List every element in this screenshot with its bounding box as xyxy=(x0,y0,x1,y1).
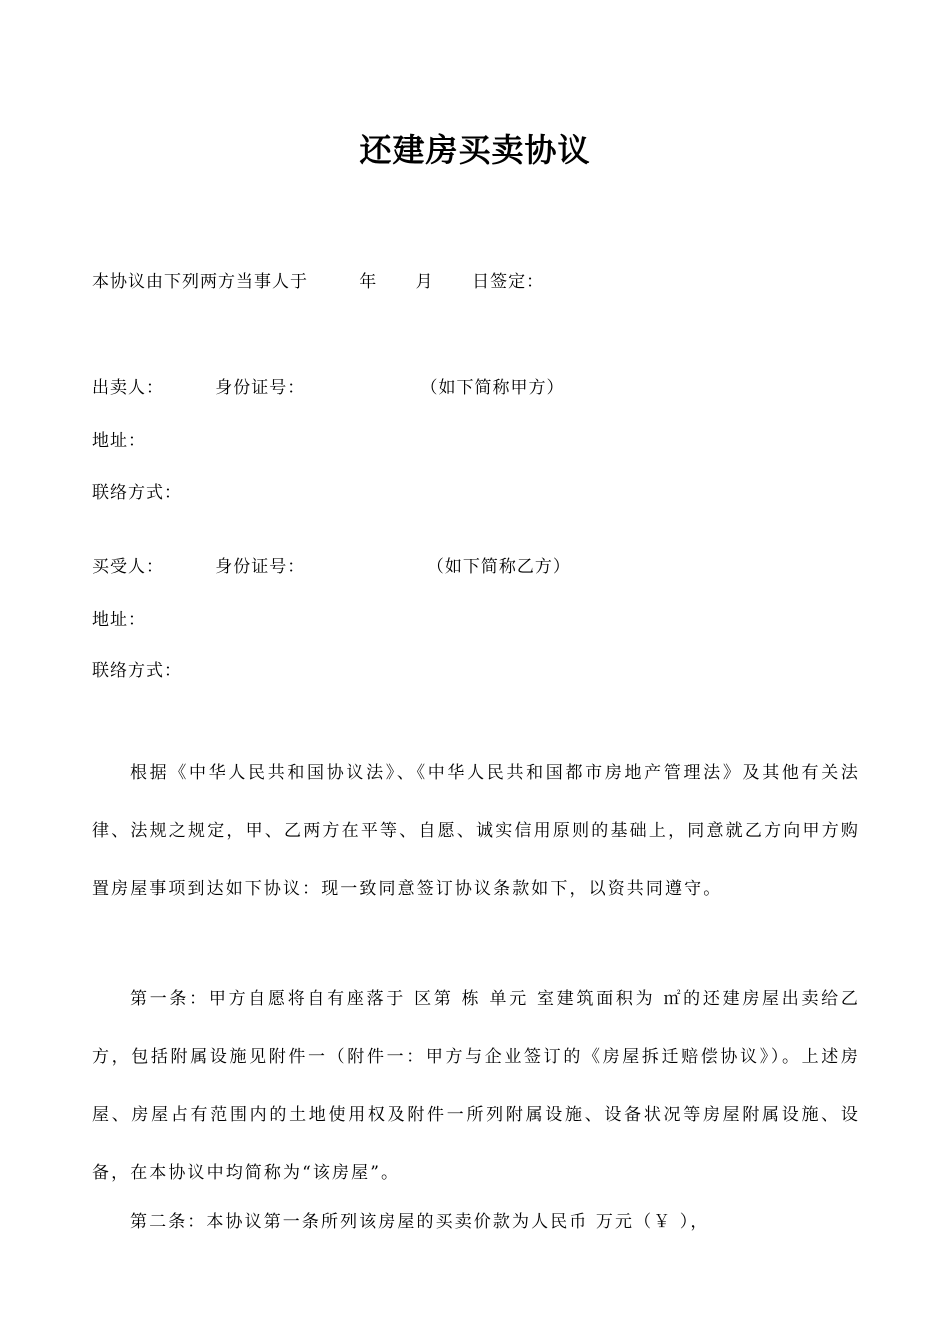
paragraph-preamble: 根据《中华人民共和国协议法》、《中华人民共和国都市房地产管理法》及其他有关法律、法规之规定，甲、乙两方在平等、自愿、诚实信用原则的基础上，同意就乙方向甲方购置房屋事项到达如下协议：现一致同意签订协议条款如下，以资共同遵守。 xyxy=(92,763,860,899)
intro-line: 本协议由下列两方当事人于 年 月 日签定： xyxy=(92,272,545,292)
document-title: 还建房买卖协议 xyxy=(359,131,591,169)
paragraph-article-2: 第二条：本协议第一条所列该房屋的买卖价款为人民币 万元（￥ ）， xyxy=(130,1212,710,1232)
seller-address: 地址： xyxy=(92,431,146,451)
buyer-contact: 联络方式： xyxy=(92,661,182,681)
buyer-line: 买受人： 身份证号： （如下简称乙方） xyxy=(92,557,571,577)
seller-line: 出卖人： 身份证号： （如下简称甲方） xyxy=(92,378,565,398)
paragraph-article-1: 第一条：甲方自愿将自有座落于 区第 栋 单元 室建筑面积为 ㎡的还建房屋出卖给乙方，包括附属设施见附件一（附件一：甲方与企业签订的《房屋拆迁赔偿协议》）。上述房屋、房屋占有范围内的土地使用权及附件一所列附属设施、设备状况等房屋附属设施、设备，在本协议中均简称为“该房屋”。 xyxy=(92,989,860,1183)
buyer-address: 地址： xyxy=(92,610,146,630)
seller-contact: 联络方式： xyxy=(92,483,182,503)
